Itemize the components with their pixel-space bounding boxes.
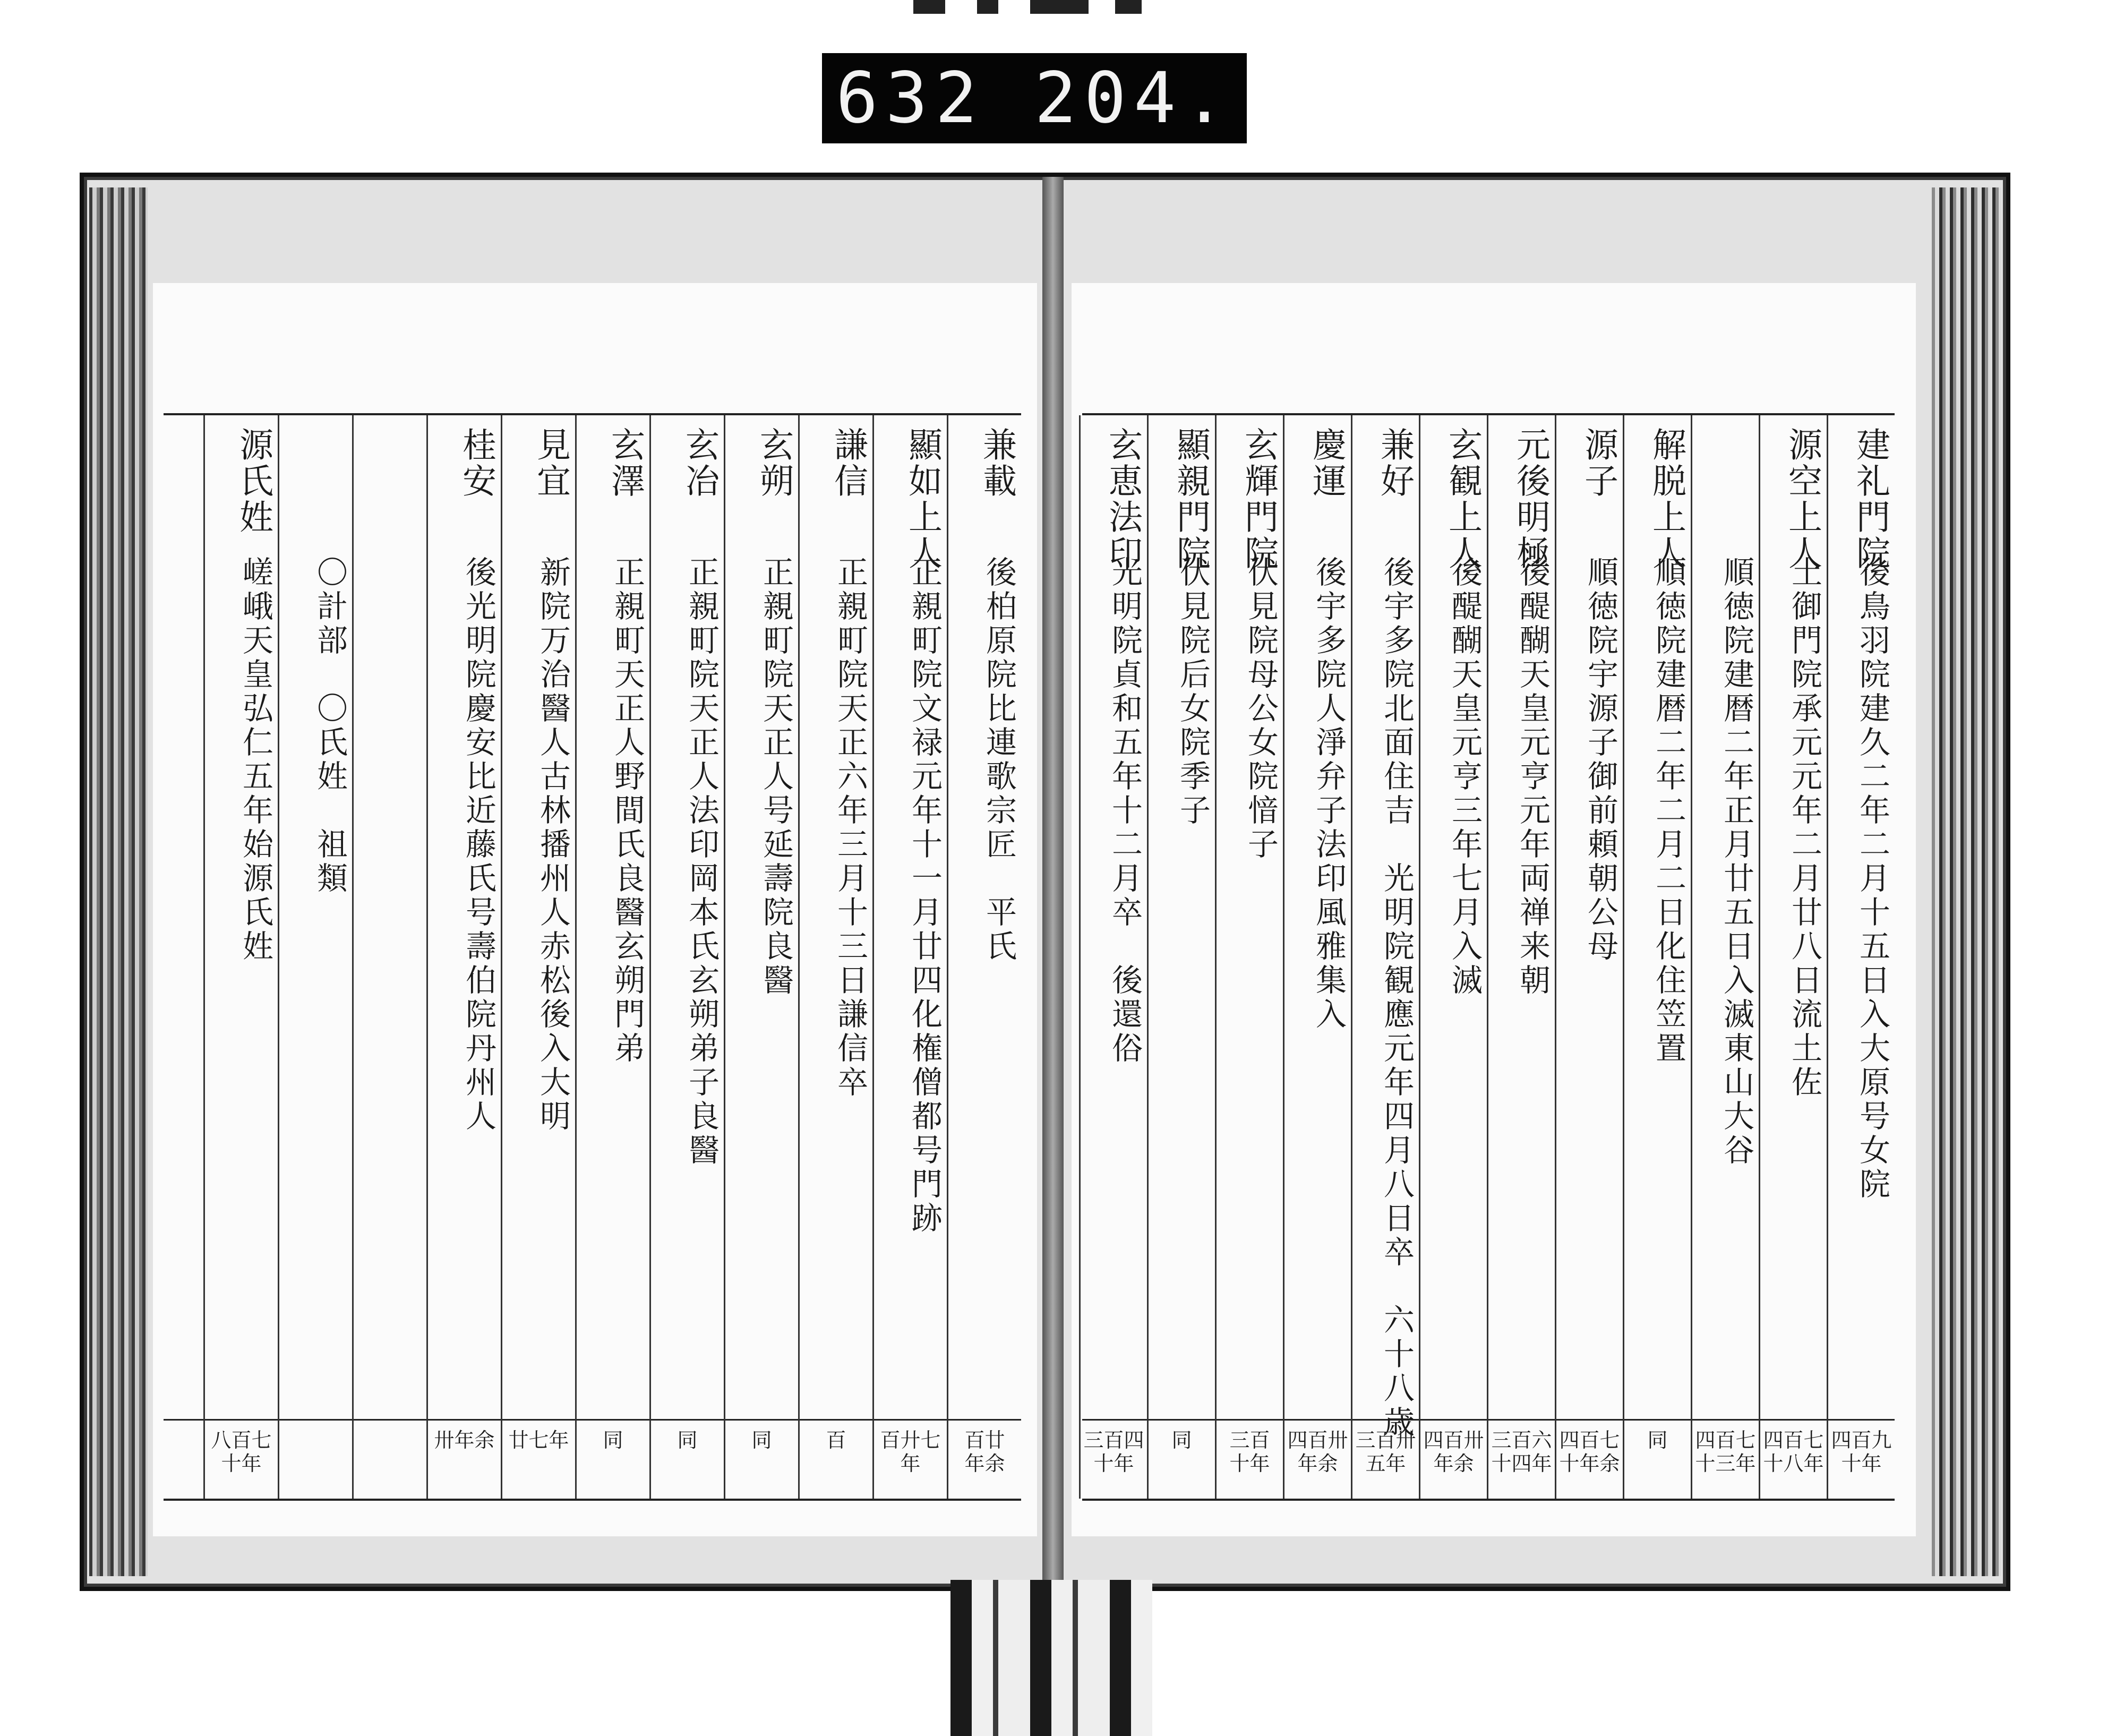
column-years-cell: [651, 1429, 724, 1452]
table-column: [1623, 415, 1691, 1499]
column-entry-cell: [725, 556, 798, 998]
column-header-cell: [1828, 427, 1895, 571]
column-entry: 正親町院天正人号延壽院良醫: [758, 556, 794, 998]
column-years-cell: [1217, 1429, 1283, 1475]
column-years: 四百七 十三年: [1695, 1429, 1756, 1475]
column-entry-cell: [502, 556, 575, 1134]
column-years: 同: [1647, 1429, 1668, 1452]
column-header-cell: [1488, 427, 1555, 571]
column-years-cell: [874, 1429, 947, 1475]
table-column: [1215, 415, 1283, 1499]
left-page: [153, 283, 1037, 1536]
column-header-cell: [1420, 427, 1487, 571]
table-column: [278, 415, 352, 1499]
table-column: [649, 415, 724, 1499]
table-column: [1079, 415, 1147, 1499]
column-years-cell: [1352, 1429, 1419, 1475]
column-entry: 新院万治醫人古林播州人赤松後入大明: [535, 556, 571, 1134]
column-header: 玄朔: [754, 427, 793, 499]
column-years: 同: [603, 1429, 623, 1452]
column-entry: 順徳院建暦二年二月二日化住笠置: [1650, 556, 1686, 1066]
column-entry: 後鳥羽院建久二年二月十五日入大原号女院: [1854, 556, 1890, 1202]
table-column: [724, 415, 798, 1499]
column-entry-cell: [1420, 556, 1487, 998]
column-header-cell: [651, 427, 724, 499]
binding-edge-right: [1932, 187, 2001, 1576]
column-years-cell: [502, 1429, 575, 1452]
column-years: 百: [826, 1429, 846, 1452]
column-years: 四百卅 年余: [1423, 1429, 1484, 1475]
column-years-cell: [1284, 1429, 1351, 1475]
column-entry: 土御門院承元元年二月廿八日流土佐: [1786, 556, 1822, 1100]
column-header-cell: [874, 427, 947, 571]
column-header: 兼載: [977, 427, 1016, 499]
column-years-cell: [948, 1429, 1021, 1475]
table-column: [501, 415, 575, 1499]
column-entry-cell: [1624, 556, 1691, 1066]
column-header-cell: [1556, 427, 1623, 499]
table-column: [947, 415, 1021, 1499]
column-header-cell: [1284, 427, 1351, 499]
column-years: 同: [751, 1429, 772, 1452]
column-years: 廿七年: [508, 1429, 569, 1452]
column-years-cell: [1692, 1429, 1759, 1475]
column-header-cell: [1149, 427, 1215, 571]
column-header: 顯如上人: [903, 427, 942, 571]
column-years: 八百七 十年: [211, 1429, 272, 1475]
binding-edge-left: [89, 187, 148, 1576]
column-header-cell: [948, 427, 1021, 499]
column-header-cell: [205, 427, 278, 535]
column-header: 元後明極: [1511, 427, 1550, 571]
column-header: 兼好: [1375, 427, 1414, 499]
column-entry: 〇計部 〇氏姓 祖類: [312, 556, 348, 896]
column-entry-cell: [1488, 556, 1555, 998]
column-entry: 後柏原院比連歌宗匠 平氏: [981, 556, 1017, 964]
column-entry-cell: [948, 556, 1021, 964]
column-entry-cell: [1217, 556, 1283, 862]
column-years: 四百七 十八年: [1763, 1429, 1824, 1475]
book-gutter: [1042, 177, 1064, 1587]
column-years-cell: [1556, 1429, 1623, 1475]
column-entry-cell: [279, 556, 352, 896]
column-header: 玄恵法印: [1103, 427, 1142, 571]
column-years-cell: [1488, 1429, 1555, 1475]
column-entry-cell: [1284, 556, 1351, 1032]
column-years-cell: [1624, 1429, 1691, 1452]
column-header-cell: [1760, 427, 1827, 571]
left-page-table: [164, 413, 1021, 1501]
column-header: 玄観上人: [1443, 427, 1482, 571]
column-years: 四百七 十年余: [1559, 1429, 1620, 1475]
column-header: 源子: [1579, 427, 1618, 499]
film-label: 632 204.: [836, 57, 1233, 139]
column-years-cell: [1760, 1429, 1827, 1475]
column-header: 玄輝門院: [1239, 427, 1278, 571]
film-label-plate: [822, 53, 1247, 143]
column-entry-cell: [1760, 556, 1827, 1100]
column-entry-cell: [1081, 556, 1147, 1066]
column-entry: 順徳院宇源子御前頼朝公母: [1582, 556, 1618, 964]
column-entry-cell: [428, 556, 501, 1134]
table-column: [352, 415, 426, 1499]
column-header: 見宜: [531, 427, 570, 499]
column-years-cell: [428, 1429, 501, 1452]
top-marks: [913, 0, 1189, 16]
column-header-cell: [1217, 427, 1283, 571]
column-entry: 嵯峨天皇弘仁五年始源氏姓: [237, 556, 273, 964]
table-column: [1283, 415, 1351, 1499]
column-entry: 正親町院文禄元年十一月廿四化権僧都号門跡: [906, 556, 943, 1236]
column-header: 顯親門院: [1171, 427, 1210, 571]
column-header: 慶運: [1307, 427, 1346, 499]
column-years-cell: [725, 1429, 798, 1452]
column-years-cell: [1828, 1429, 1895, 1475]
column-years: 卅年余: [434, 1429, 495, 1452]
column-header-cell: [1624, 427, 1691, 571]
table-column: [1147, 415, 1215, 1499]
column-entry: 後醍醐天皇元亨元年両禅来朝: [1514, 556, 1551, 998]
column-header-cell: [502, 427, 575, 499]
column-entry-cell: [1556, 556, 1623, 964]
column-header-cell: [1081, 427, 1147, 571]
column-header-cell: [800, 427, 872, 499]
table-column: [203, 415, 278, 1499]
column-header: 桂安: [457, 427, 496, 499]
column-entry: 後宇多院北面住吉 光明院観應元年四月八日卒 六十八歳: [1378, 556, 1415, 1440]
column-header: 建礼門院: [1851, 427, 1890, 571]
column-years: 百廾七 年: [880, 1429, 941, 1475]
column-entry: 伏見院后女院季子: [1175, 556, 1211, 828]
column-years: 同: [677, 1429, 698, 1452]
table-column: [798, 415, 872, 1499]
table-column: [1759, 415, 1827, 1499]
column-entry-cell: [1692, 556, 1759, 1168]
table-column: [575, 415, 649, 1499]
column-entry: 後醍醐天皇元亨三年七月入滅: [1446, 556, 1483, 998]
column-header: 玄澤: [605, 427, 645, 499]
column-years: 三百 十年: [1229, 1429, 1270, 1475]
column-years-cell: [1420, 1429, 1487, 1475]
column-entry: 後光明院慶安比近藤氏号壽伯院丹州人: [460, 556, 496, 1134]
column-entry-cell: [1828, 556, 1895, 1202]
column-years: 百廿 年余: [964, 1429, 1005, 1475]
column-entry: 正親町院天正六年三月十三日謙信卒: [832, 556, 868, 1100]
column-entry: 後宇多院人淨弁子法印風雅集入: [1311, 556, 1347, 1032]
column-years: 同: [1171, 1429, 1192, 1452]
book-scan: [80, 173, 2010, 1591]
table-column: [1555, 415, 1623, 1499]
table-column: [1487, 415, 1555, 1499]
column-years-cell: [800, 1429, 872, 1452]
column-years: 三百四 十年: [1083, 1429, 1144, 1475]
column-entry: 光明院貞和五年十二月卒 後還俗: [1107, 556, 1143, 1066]
column-years-cell: [205, 1429, 278, 1475]
column-header-cell: [577, 427, 649, 499]
column-years: 四百九 十年: [1831, 1429, 1892, 1475]
column-header: 解脱上人: [1647, 427, 1686, 571]
table-column: [1827, 415, 1895, 1499]
column-header: 源空上人: [1783, 427, 1822, 571]
film-edge-bottom: [950, 1580, 1152, 1736]
column-years: 四百卅 年余: [1287, 1429, 1348, 1475]
right-page: [1072, 283, 1916, 1536]
column-entry-cell: [651, 556, 724, 1168]
column-years-cell: [1081, 1429, 1147, 1475]
column-entry: 順徳院建暦二年正月廿五日入滅東山大谷: [1718, 556, 1754, 1168]
column-years: 三百卅 五年: [1355, 1429, 1416, 1475]
column-entry-cell: [577, 556, 649, 1066]
column-years-cell: [1149, 1429, 1215, 1452]
column-entry-cell: [800, 556, 872, 1100]
table-column: [1351, 415, 1419, 1499]
column-header-cell: [1352, 427, 1419, 499]
column-entry: 正親町天正人野間氏良醫玄朔門弟: [609, 556, 645, 1066]
column-header-cell: [725, 427, 798, 499]
table-column: [1691, 415, 1759, 1499]
column-entry: 伏見院母公女院愔子: [1243, 556, 1279, 862]
column-header: 源氏姓: [234, 427, 273, 535]
column-entry-cell: [1352, 556, 1419, 1440]
column-years-cell: [577, 1429, 649, 1452]
table-column: [1419, 415, 1487, 1499]
column-header-cell: [428, 427, 501, 499]
table-column: [872, 415, 947, 1499]
column-years: 三百六 十四年: [1491, 1429, 1552, 1475]
column-entry-cell: [205, 556, 278, 964]
column-header: 謙信: [828, 427, 868, 499]
column-header: 玄冶: [680, 427, 719, 499]
table-column: [426, 415, 501, 1499]
column-entry-cell: [874, 556, 947, 1236]
right-page-table: [1082, 413, 1895, 1501]
column-entry: 正親町院天正人法印岡本氏玄朔弟子良醫: [683, 556, 720, 1168]
column-entry-cell: [1149, 556, 1215, 828]
